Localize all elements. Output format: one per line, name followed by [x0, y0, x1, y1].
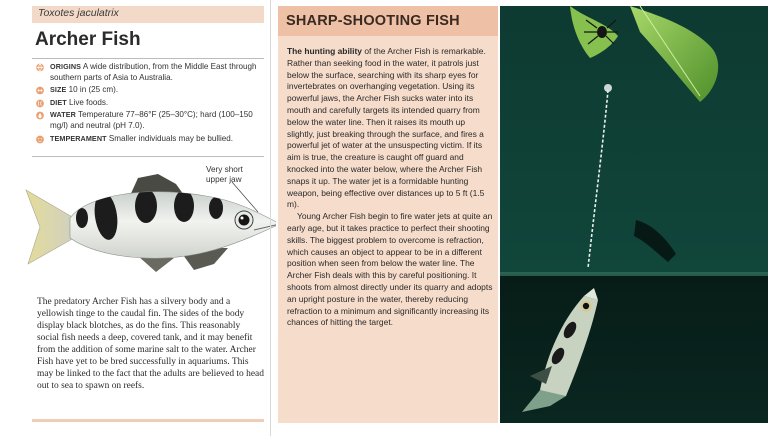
diet-icon [35, 99, 45, 108]
scientific-name-bar [32, 6, 264, 23]
feature-lead: The hunting ability [287, 46, 362, 56]
fact-text: 10 in (25 cm). [68, 85, 119, 95]
divider [32, 58, 264, 59]
fact-diet [32, 98, 264, 109]
fact-label: TEMPERAMENT [50, 133, 107, 143]
feature-paragraph-1-text: of the Archer Fish is remarkable. Rather than seeking food in the water, it patrols just below the surface, searching with its sharp eyes for invertebrates on overhanging vegetation. Using its powerful jaws, the Archer Fish sucks water into its mouth and carefully targets its intended quarry from below the water line. Then it raises its mouth up slightly, just breaking through the surface, and fires a powerful jet of water at the unsuspecting victim. If its aim is true, the creature is caught off guard and knocked into the water below, where the Archer Fish snaps it up. The water jet is a formidable hunting weapon, being effective over distances up to 5 ft (1.5 m). [287, 46, 486, 210]
common-name-heading: Archer Fish [35, 29, 141, 50]
temperament-icon [35, 135, 45, 144]
species-profile [32, 0, 264, 436]
fact-label: SIZE [50, 85, 67, 95]
globe-icon [35, 63, 45, 72]
fact-water [32, 110, 264, 131]
fact-temperament [32, 134, 264, 145]
fact-text: Live foods. [69, 97, 109, 107]
fact-label: WATER [50, 110, 76, 120]
feature-title: SHARP-SHOOTING FISH [286, 13, 460, 29]
feature-header [278, 6, 498, 36]
fact-text: Temperature 77–86°F (25–30°C); hard (100–150 mg/l) and neutral (pH 7.0). [50, 110, 253, 130]
fact-label: ORIGINS [50, 62, 82, 71]
feature-body [287, 46, 493, 329]
archer-fish-photo [500, 6, 768, 423]
fact-text: A wide distribution, from the Middle East through southern parts of Asia to Australia. [50, 62, 257, 82]
fact-size [32, 85, 264, 96]
footer-stripe [32, 419, 264, 422]
fact-origins [32, 62, 264, 83]
column-divider [270, 0, 271, 436]
divider [32, 156, 264, 157]
water-icon [35, 111, 45, 120]
species-description: The predatory Archer Fish has a silvery body and a yellowish tinge to the caudal fin. The sides of the body display black blotches, as do the fins. This reasonably social fish needs a deep, covered tank, and it may benefit from the addition of some marine salt to the water. Archer Fish have yet to be bred successfully in aquariums. This may be linked to the fact that the adults are believed to head out to sea to spawn on reefs. [37, 297, 264, 392]
fact-label: DIET [50, 97, 67, 107]
feature-paragraph-2: Young Archer Fish begin to fire water jets at quite an early age, but it takes practice to perfect their shooting skills. The biggest problem to overcome is refraction, which causes an object to appear to be in a different position when seen from below the water line. The Archer Fish deals with this by careful positioning. It shoots from almost directly under its quarry and adopts an upright posture in the water, thereby reducing refraction to a minimum and significantly increasing its chances of hitting the target. [287, 211, 493, 328]
size-icon [35, 86, 45, 95]
feature-panel [278, 6, 498, 423]
scientific-name: Toxotes jaculatrix [38, 7, 119, 19]
fact-text: Smaller individuals may be bullied. [108, 133, 234, 143]
feature-paragraph-1 [287, 46, 493, 211]
facts-list [32, 62, 264, 144]
jaw-callout: Very short upper jaw [206, 165, 243, 184]
